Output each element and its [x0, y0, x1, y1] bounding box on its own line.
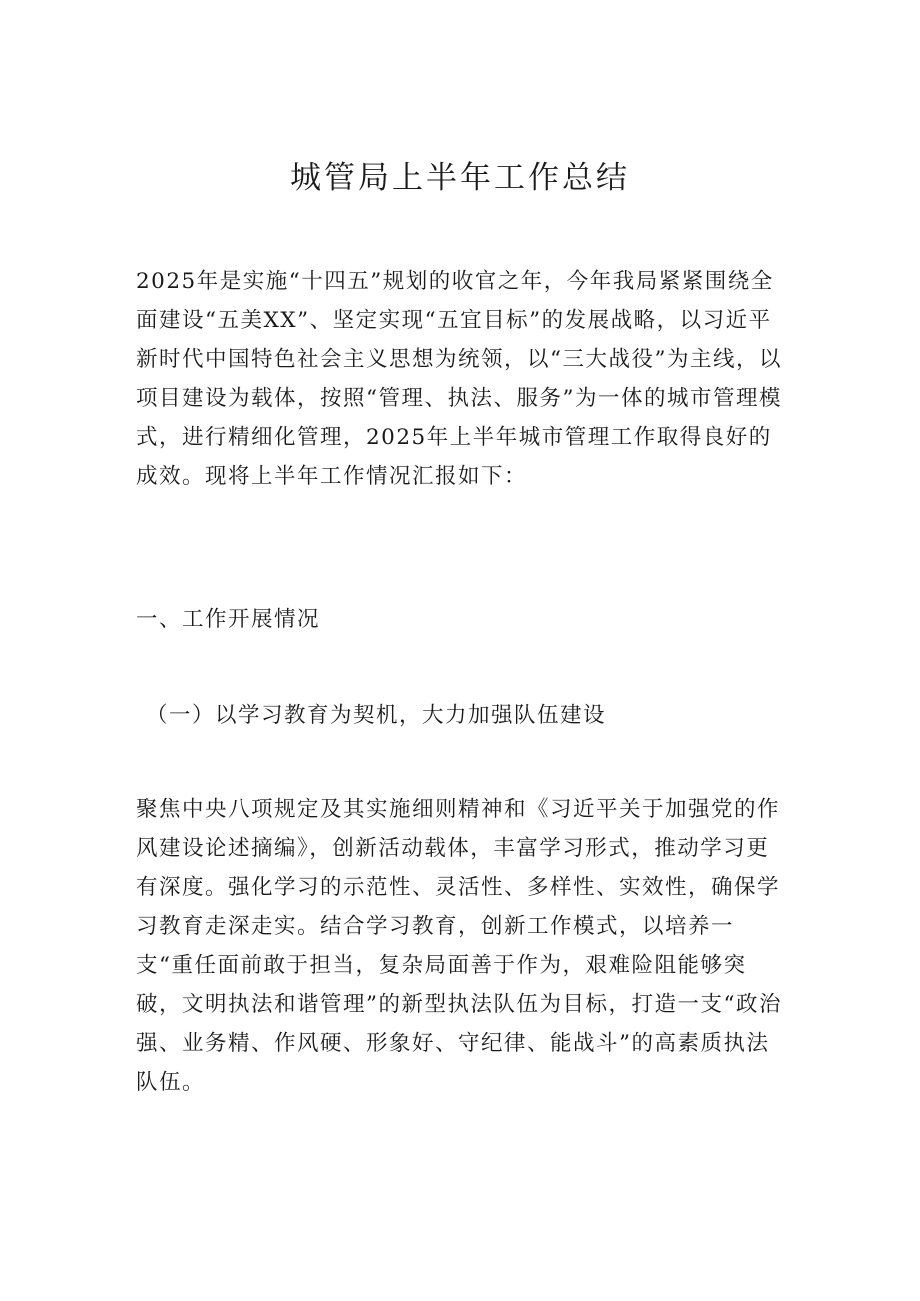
intro-paragraph: 2025年是实施“十四五”规划的收官之年，今年我局紧紧围绕全面建设“五美XX”、坚定实现“五宜目标”的发展战略，以习近平新时代中国特色社会主义思想为统领，以“三大战役”为主线，以项目建设为载体，按照“管理、执法、服务”为一体的城市管理模式，进行精细化管理，2025年上半年城市管理工作取得良好的成效。现将上半年工作情况汇报如下： — [136, 269, 782, 489]
body-paragraph: 聚焦中央八项规定及其实施细则精神和《习近平关于加强党的作风建设论述摘编》，创新活动载体，丰富学习形式，推动学习更有深度。强化学习的示范性、灵活性、多样性、实效性，确保学习教育走深走实。结合学习教育，创新工作模式，以培养一支“重任面前敢于担当，复杂局面善于作为，艰难险阻能够突破，文明执法和谐管理”的新型执法队伍为目标，打造一支“政治强、业务精、作风硬、形象好、守纪律、能战斗”的高素质执法队伍。 — [136, 797, 782, 1095]
section-heading: 一、工作开展情况 — [136, 607, 321, 632]
subsection-heading: （一）以学习教育为契机，大力加强队伍建设 — [146, 703, 607, 728]
document-title: 城管局上半年工作总结 — [290, 159, 630, 196]
